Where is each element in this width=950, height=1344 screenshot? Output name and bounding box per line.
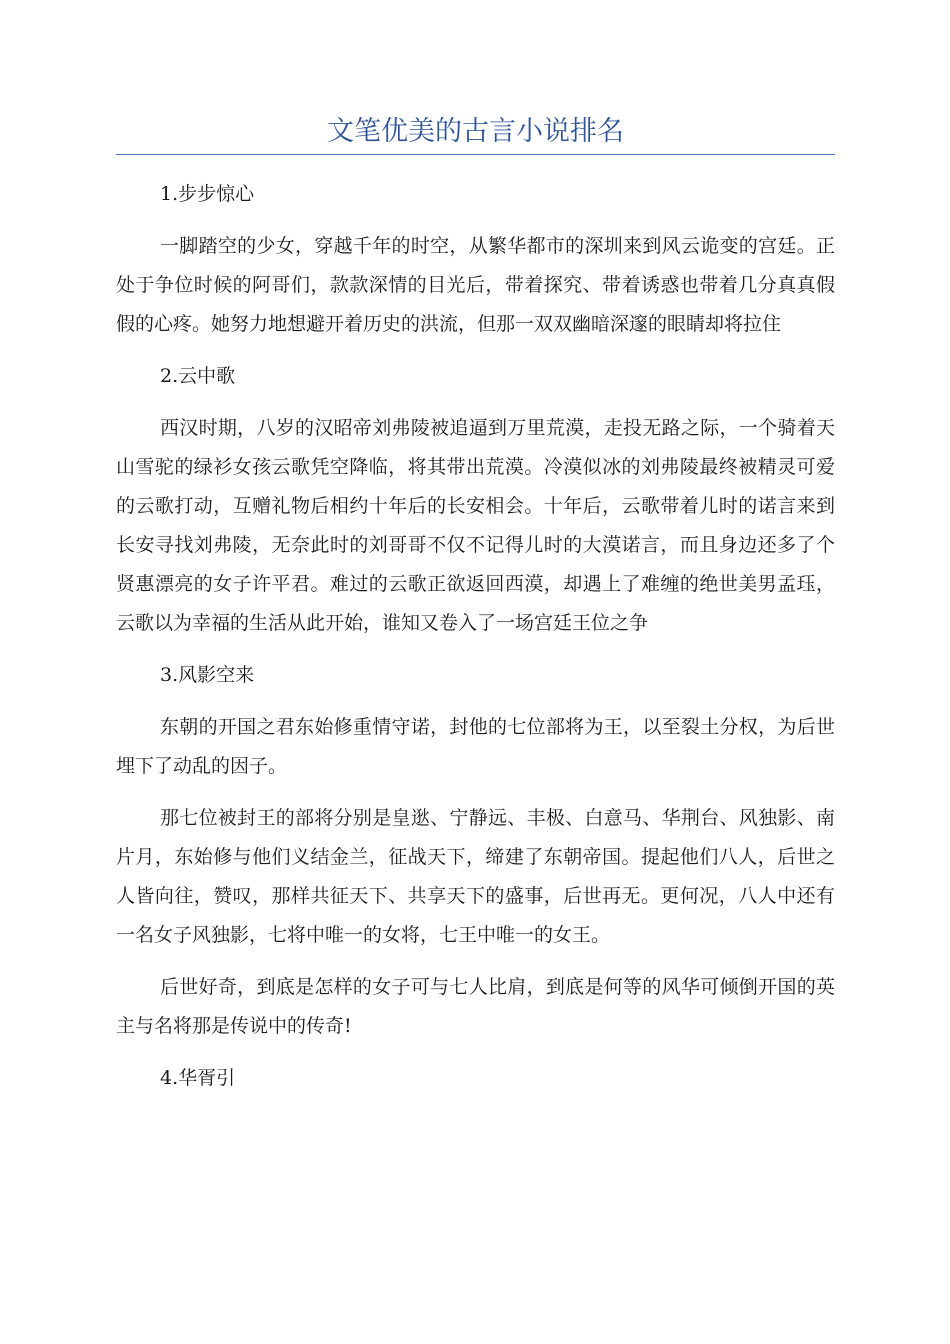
paragraph: 后世好奇，到底是怎样的女子可与七人比肩，到底是何等的风华可倾倒开国的英主与名将那是传说中的传奇! xyxy=(116,976,835,1037)
document-page xyxy=(116,112,835,1111)
section-heading: 4.华胥引 xyxy=(160,1067,236,1089)
section-heading: 3.风影空来 xyxy=(160,664,255,686)
section-3 xyxy=(116,656,835,1046)
paragraph: 西汉时期，八岁的汉昭帝刘弗陵被追逼到万里荒漠，走投无路之际，一个骑着天山雪驼的绿衫女孩云歌凭空降临，将其带出荒漠。冷漠似冰的刘弗陵最终被精灵可爱的云歌打动，互赠礼物后相约十年后的长安相会。十年后，云歌带着儿时的诺言来到长安寻找刘弗陵，无奈此时的刘哥哥不仅不记得儿时的大漠诺言，而且身边还多了个贤惠漂亮的女子许平君。难过的云歌正欲返回西漠，却遇上了难缠的绝世美男孟珏，云歌以为幸福的生活从此开始，谁知又卷入了一场宫廷王位之争 xyxy=(116,417,835,634)
section-1 xyxy=(116,175,835,344)
paragraph: 一脚踏空的少女，穿越千年的时空，从繁华都市的深圳来到风云诡变的宫廷。正处于争位时候的阿哥们，款款深情的目光后，带着探究、带着诱惑也带着几分真真假假的心疼。她努力地想避开着历史的洪流，但那一双双幽暗深邃的眼睛却将拉住 xyxy=(116,235,835,335)
title-underline xyxy=(116,154,835,155)
document-title: 文笔优美的古言小说排名 xyxy=(327,116,624,147)
paragraph: 那七位被封王的部将分别是皇逖、宁静远、丰极、白意马、华荆台、风独影、南片月，东始修与他们义结金兰，征战天下，缔建了东朝帝国。提起他们八人，后世之人皆向往，赞叹，那样共征天下、共享天下的盛事，后世再无。更何况，八人中还有一名女子风独影，七将中唯一的女将，七王中唯一的女王。 xyxy=(116,807,835,946)
section-heading: 2.云中歌 xyxy=(160,365,236,387)
paragraph: 东朝的开国之君东始修重情守诺，封他的七位部将为王，以至裂土分权，为后世埋下了动乱的因子。 xyxy=(116,716,835,777)
section-heading: 1.步步惊心 xyxy=(160,183,255,205)
section-2 xyxy=(116,357,835,643)
section-4 xyxy=(116,1059,835,1098)
